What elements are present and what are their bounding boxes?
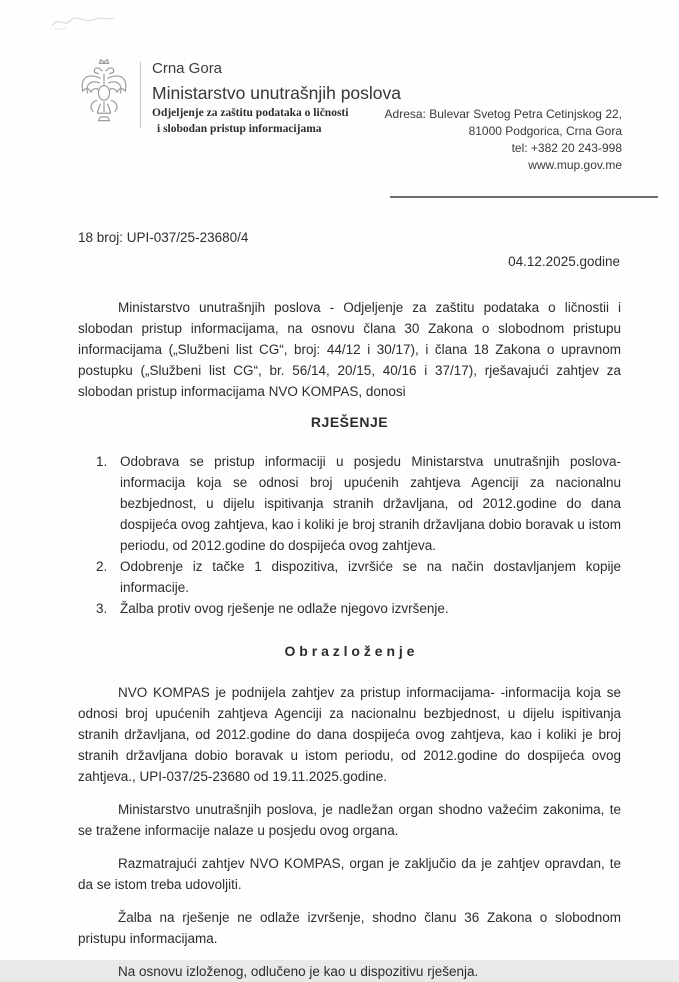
- resolution-item: [96, 598, 621, 619]
- explanation-title: O b r a z l o ž e n j e: [284, 643, 415, 659]
- resolution-items: [78, 451, 621, 619]
- reference-number: 18 broj: UPI-037/25-23680/4: [78, 230, 249, 245]
- item-number: 3.: [96, 601, 108, 616]
- document-body: [78, 297, 621, 982]
- letterhead-rule: [390, 196, 658, 198]
- item-number: 1.: [96, 454, 108, 469]
- item-number: 2.: [96, 559, 108, 574]
- resolution-item: [96, 451, 621, 556]
- item-text: Odobrava se pristup informaciji u posjedu Ministarstva unutrašnjih poslova-informacija koja se odnosi broj upućenih zahtjeva Agenciji za nacionalnu bezbjednost, u dijelu ispitivanja stranih državljana, od 2012.godine do dana dospijeća ovog zahtjeva, kao i koliki je broj stranih državljana dobio boravak u istom periodu, od 2012.godine do dospijeća ovog zahtjeva.: [120, 454, 621, 553]
- resolution-title: RJEŠENJE: [310, 414, 389, 430]
- explanation-paragraph: Ministarstvo unutrašnjih poslova, je nadležan organ shodno važećim zakonima, te se tražene informacije nalaze u posjedu ovog organa.: [78, 802, 621, 838]
- item-text: Odobrenje iz tačke 1 dispozitiva, izvršiće se na način dostavljanjem kopije informacije.: [120, 559, 621, 595]
- department-line1: Odjeljenje za zaštitu podataka o ličnosti: [152, 107, 349, 120]
- pencil-scribble-mark: [38, 6, 128, 36]
- address-website: www.mup.gov.me: [528, 158, 622, 172]
- explanation-paragraph: NVO KOMPAS je podnijela zahtjev za pristup informacijama- -informacija koja se odnosi broj upućenih zahtjeva Agenciji za nacionalnu bezbjednost, u dijelu ispitivanja stranih državljana, od 2012.godine do dana dospijeća ovog zahtjeva, kao i koliki je broj stranih državljana dobio boravak u istom periodu, od 2012.godine do dospijeća ovog zahtjeva., UPI-037/25-23680 od 19.11.2025.godine.: [78, 685, 621, 784]
- country-name: Crna Gora: [152, 60, 223, 77]
- intro-paragraph: Ministarstvo unutrašnjih poslova - Odjeljenje za zaštitu podataka o ličnostii i slobodan pristup informacijama, na osnovu člana 30 Zakona o slobodnom pristupu informacijama („Službeni list CG“, broj: 44/12 i 30/17), i člana 18 Zakona o upravnom postupku („Službeni list CG“, br. 56/14, 20/15, 40/16 i 37/17), rješavajući zahtjev za slobodan pristup informacijama NVO KOMPAS, donosi: [78, 300, 621, 399]
- letterhead-address-block: [385, 106, 622, 174]
- explanation-paragraph: Razmatrajući zahtjev NVO KOMPAS, organ je zaključio da je zahtjev opravdan, te da se istom treba udovoljiti.: [78, 856, 621, 892]
- explanation-closing-line: Na osnovu izloženog, odlučeno je kao u dispozitivu rješenja.: [118, 964, 479, 979]
- letterhead-ministry-block: [152, 60, 401, 137]
- address-phone: tel: +382 20 243-998: [511, 141, 622, 155]
- montenegro-coat-of-arms-icon: [76, 56, 132, 128]
- document-date: 04.12.2025.godine: [508, 254, 620, 269]
- ministry-name: Ministarstvo unutrašnjih poslova: [152, 83, 402, 104]
- address-city: 81000 Podgorica, Crna Gora: [468, 124, 622, 138]
- explanation-paragraph: Žalba na rješenje ne odlaže izvršenje, shodno članu 36 Zakona o slobodnom pristupu informacijama.: [78, 910, 621, 946]
- letterhead-divider: [140, 62, 141, 128]
- resolution-item: [96, 556, 621, 598]
- department-line2: i slobodan pristup informacijama: [157, 122, 322, 135]
- address-street: Adresa: Bulevar Svetog Petra Cetinjskog 22,: [384, 107, 622, 121]
- item-text: Žalba protiv ovog rješenje ne odlaže njegovo izvršenje.: [120, 601, 449, 616]
